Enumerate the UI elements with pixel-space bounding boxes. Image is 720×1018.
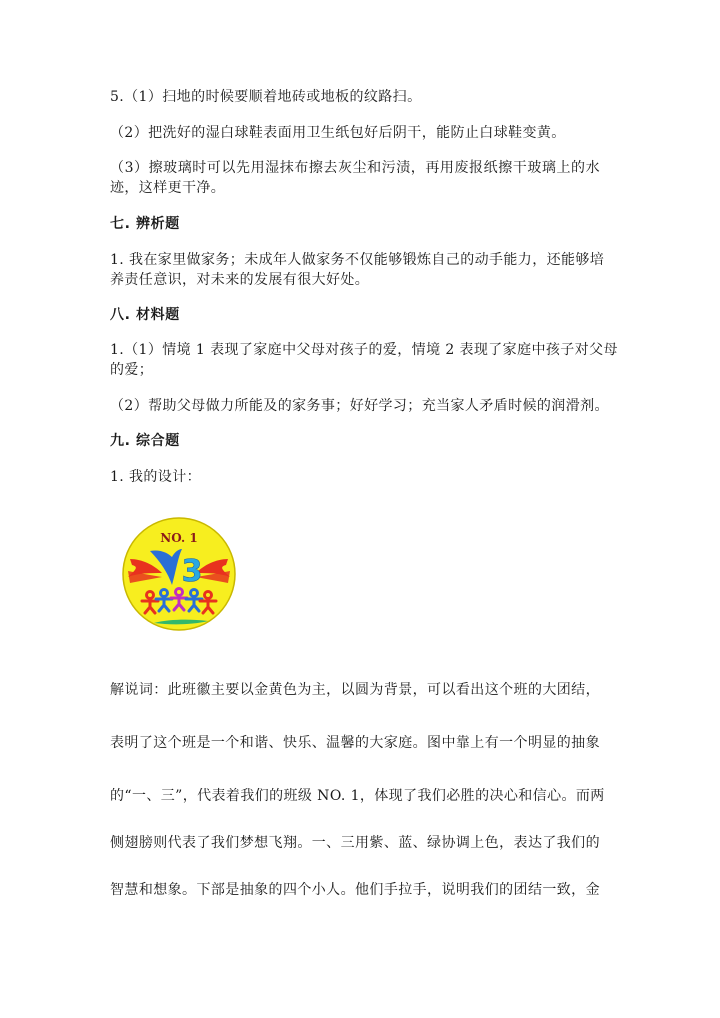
section-heading-8: 八. 材料题: [110, 307, 180, 323]
explanation-line-3: 的“一、三”，代表着我们的班级 NO. 1，体现了我们必胜的决心和信心。而两: [110, 788, 605, 804]
answer-s8-line2: 的爱；: [110, 362, 154, 378]
answer-s8-line3: （2）帮助父母做力所能及的家务事；好好学习；充当家人矛盾时候的润滑剂。: [110, 398, 609, 414]
answer-q5-part2: （2）把洗好的湿白球鞋表面用卫生纸包好后阴干，能防止白球鞋变黄。: [110, 125, 566, 141]
answer-q5-part1: 5.（1）扫地的时候要顺着地砖或地板的纹路扫。: [110, 89, 422, 105]
answer-s7-line1: 1. 我在家里做家务；未成年人做家务不仅能够锻炼自己的动手能力，还能够培: [110, 252, 605, 268]
class-badge-image: [120, 515, 238, 633]
answer-q5-part3-line2: 迹，这样更干净。: [110, 180, 226, 196]
section-heading-7: 七. 辨析题: [110, 216, 180, 232]
svg-text:NO. 1: NO. 1: [160, 531, 198, 545]
answer-s7-line2: 养责任意识，对未来的发展有很大好处。: [110, 272, 370, 288]
explanation-line-2: 表明了这个班是一个和谐、快乐、温馨的大家庭。图中靠上有一个明显的抽象: [110, 735, 600, 751]
explanation-line-4: 侧翅膀则代表了我们梦想飞翔。一、三用紫、蓝、绿协调上色，表达了我们的: [110, 835, 600, 851]
answer-q5-part3-line1: （3）擦玻璃时可以先用湿抹布擦去灰尘和污渍，再用废报纸擦干玻璃上的水: [110, 160, 600, 176]
explanation-line-5: 智慧和想象。下部是抽象的四个小人。他们手拉手，说明我们的团结一致，金: [110, 882, 600, 898]
class-badge-icon: [120, 515, 238, 633]
explanation-line-1: 解说词：此班徽主要以金黄色为主，以圆为背景，可以看出这个班的大团结，: [110, 682, 600, 698]
svg-text:3: 3: [181, 554, 203, 589]
section-heading-9: 九. 综合题: [110, 433, 180, 449]
answer-s9-intro: 1. 我的设计：: [110, 469, 202, 485]
answer-s8-line1: 1.（1）情境 1 表现了家庭中父母对孩子的爱，情境 2 表现了家庭中孩子对父母: [110, 342, 618, 358]
